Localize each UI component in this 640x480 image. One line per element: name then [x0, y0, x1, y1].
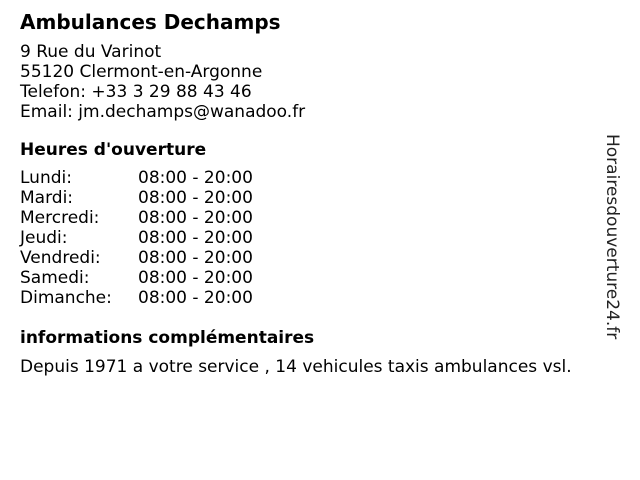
day-label: Lundi: — [20, 168, 72, 188]
hours-row-tuesday — [20, 188, 600, 208]
time-range: 08:00 - 20:00 — [138, 248, 253, 268]
site-watermark: Horairesdouverture24.fr — [602, 134, 622, 340]
day-label: Mercredi: — [20, 208, 100, 228]
address-city: 55120 Clermont-en-Argonne — [20, 62, 263, 82]
hours-row-wednesday — [20, 208, 600, 228]
opening-hours-table — [20, 168, 600, 308]
time-range: 08:00 - 20:00 — [138, 228, 253, 248]
hours-row-sunday — [20, 288, 600, 308]
hours-row-friday — [20, 248, 600, 268]
time-range: 08:00 - 20:00 — [138, 288, 253, 308]
day-label: Jeudi: — [20, 228, 68, 248]
business-card — [20, 8, 600, 378]
hours-row-saturday — [20, 268, 600, 288]
additional-info-text: Depuis 1971 a votre service , 14 vehicules taxis ambulances vsl. — [20, 357, 572, 377]
business-name: Ambulances Dechamps — [20, 10, 281, 34]
address-street: 9 Rue du Varinot — [20, 42, 162, 62]
phone-number[interactable]: Telefon: +33 3 29 88 43 46 — [20, 82, 252, 102]
opening-hours-heading: Heures d'ouverture — [20, 140, 207, 160]
time-range: 08:00 - 20:00 — [138, 188, 253, 208]
hours-row-monday — [20, 168, 600, 188]
time-range: 08:00 - 20:00 — [138, 168, 253, 188]
day-label: Dimanche: — [20, 288, 112, 308]
email-address[interactable]: Email: jm.dechamps@wanadoo.fr — [20, 102, 306, 122]
day-label: Vendredi: — [20, 248, 101, 268]
time-range: 08:00 - 20:00 — [138, 208, 253, 228]
day-label: Samedi: — [20, 268, 90, 288]
time-range: 08:00 - 20:00 — [138, 268, 253, 288]
day-label: Mardi: — [20, 188, 74, 208]
contact-block — [20, 42, 600, 122]
additional-info-heading: informations complémentaires — [20, 328, 315, 348]
hours-row-thursday — [20, 228, 600, 248]
